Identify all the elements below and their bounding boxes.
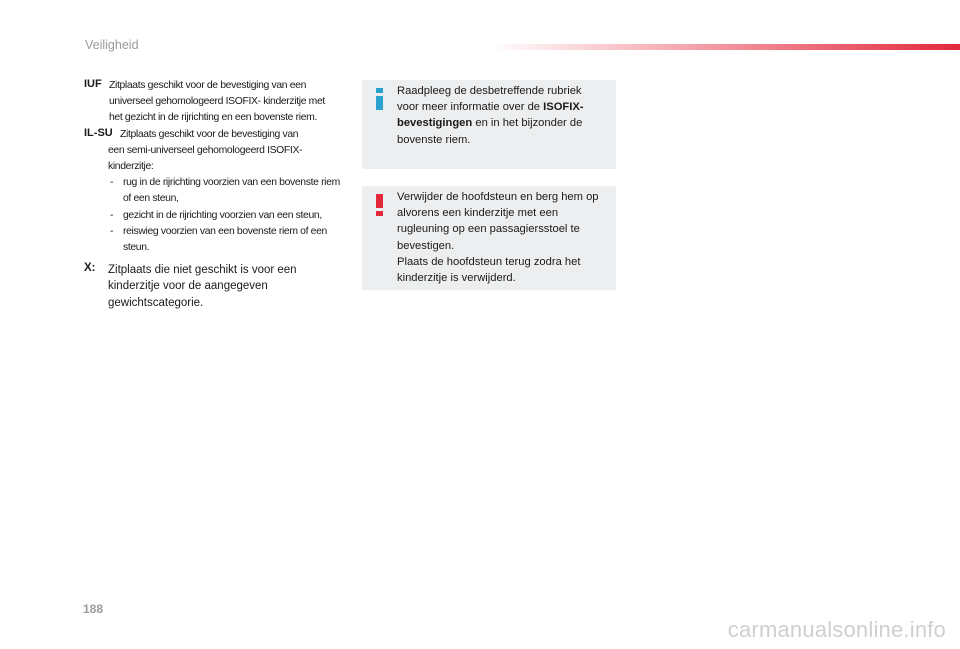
bullet-item: - reiswieg voorzien van een bovenste riem of een steun. xyxy=(108,224,346,256)
section-title: Veiligheid xyxy=(85,38,139,52)
definition-text: Zitplaats die niet geschikt is voor een kinderzitje voor de aangegeven gewichtscategorie. xyxy=(108,264,297,309)
bullet-list xyxy=(108,175,346,256)
definition-iuf xyxy=(84,78,346,127)
definition-term: IUF xyxy=(84,78,102,90)
info-text-start: Raadpleeg de desbetreffende rubriek voor meer informatie over de xyxy=(397,85,582,114)
definition-line: Zitplaats geschikt voor de bevestiging van xyxy=(120,128,299,140)
bullet-item: - rug in de rijrichting voorzien van een bovenste riem of een steun, xyxy=(108,175,346,207)
warning-icon xyxy=(373,194,387,216)
definition-text xyxy=(84,78,346,127)
info-box xyxy=(362,80,616,169)
warning-box xyxy=(362,186,616,290)
definitions-column xyxy=(84,78,346,311)
definition-line: een semi-universeel gehomologeerd ISOFIX- xyxy=(108,144,303,156)
definition-il-su xyxy=(84,127,346,257)
definition-text xyxy=(84,127,346,143)
info-text xyxy=(397,83,604,148)
definition-line: Zitplaats geschikt voor de bevestiging van een xyxy=(109,80,307,91)
warning-paragraph: Verwijder de hoofdsteun en berg hem op alvorens een kinderzitje met een rugleuning op een passagiersstoel te bevestigen. xyxy=(397,191,599,252)
bullet-item: - gezicht in de rijrichting voorzien van een steun, xyxy=(108,208,346,224)
page-number: 188 xyxy=(83,602,104,616)
info-text-end: en in het bijzonder de bovenste riem. xyxy=(397,117,583,146)
watermark: carmanualsonline.info xyxy=(727,617,946,642)
warning-paragraph: Plaats de hoofdsteun terug zodra het kinderzitje is verwijderd. xyxy=(397,255,581,285)
definition-continuation xyxy=(84,143,346,256)
info-icon xyxy=(373,88,387,110)
definition-line: kinderzitje: xyxy=(108,161,154,173)
header-accent-bar xyxy=(490,44,960,50)
definition-line: universeel gehomologeerd ISOFIX- kinderzitje met xyxy=(109,96,325,108)
definition-term: X: xyxy=(84,262,96,275)
definition-line: het gezicht in de rijrichting en een bovenste riem. xyxy=(109,112,317,124)
warning-text xyxy=(397,189,604,286)
definition-term: IL-SU xyxy=(84,126,113,139)
definition-x xyxy=(84,262,346,311)
info-text-bold: ISOFIX-bevestigingen xyxy=(397,101,584,130)
